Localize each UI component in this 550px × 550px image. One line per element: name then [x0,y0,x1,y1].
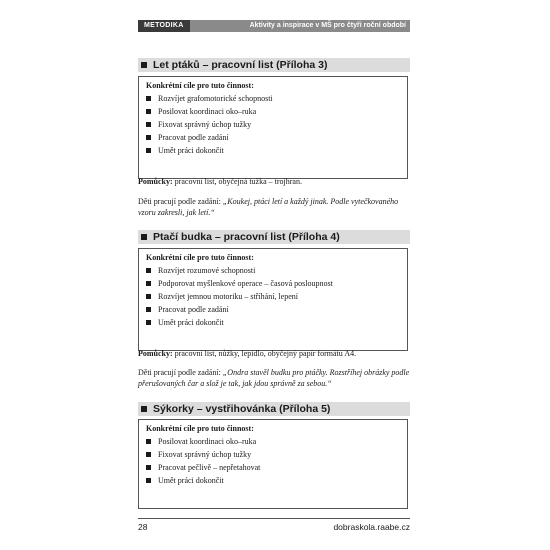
goals-box-2 [138,248,408,351]
running-header [138,20,410,32]
section-heading-3 [138,402,410,416]
square-bullet-icon [141,234,147,240]
goals-heading: Konkrétní cíle pro tuto činnost: [146,81,254,90]
square-bullet-icon [146,135,151,140]
list-item: Posilovat koordinaci oko–ruka [146,435,407,448]
list-item: Pracovat podle zadání [146,303,407,316]
document-page [138,16,410,536]
task-paragraph-1: Děti pracují podle zadání: „Koukej, ptáci letí a každý jinak. Podle vytečkovaného vzoru zakresli, jak letí.“ [138,197,399,217]
list-item: Podporovat myšlenkové operace – časová posloupnost [146,277,407,290]
goals-heading: Konkrétní cíle pro tuto činnost: [146,253,254,262]
section-title: Sýkorky – vystřihovánka (Příloha 5) [153,403,331,415]
header-tag: METODIKA [138,20,190,32]
square-bullet-icon [146,465,151,470]
footer-site: dobraskola.raabe.cz [333,522,410,532]
section-title: Ptačí budka – pracovní list (Příloha 4) [153,231,340,243]
goals-heading: Konkrétní cíle pro tuto činnost: [146,424,254,433]
square-bullet-icon [146,109,151,114]
page-footer [138,522,410,532]
task-paragraph-2: Děti pracují podle zadání: „Ondra stavěl budku pro ptáčky. Rozstříhej obrázky podle přerušovaných čar a slož je tak, jak jdou správně za sebou.“ [138,368,410,388]
list-item: Rozvíjet rozumové schopnosti [146,264,407,277]
tools-paragraph-1: Pomůcky: pracovní list, obyčejná tužka – trojhran. [138,177,302,186]
list-item: Umět práci dokončit [146,474,407,487]
list-item: Fixovat správný úchop tužky [146,448,407,461]
page-number: 28 [138,522,148,532]
section-heading-2 [138,230,410,244]
tools-paragraph-2: Pomůcky: pracovní list, nůžky, lepidlo, obyčejný papír formátu A4. [138,349,357,358]
list-item: Pracovat pečlivě – nepřetahovat [146,461,407,474]
list-item: Umět práci dokončit [146,144,407,157]
square-bullet-icon [146,439,151,444]
square-bullet-icon [146,281,151,286]
square-bullet-icon [146,96,151,101]
goals-box-3 [138,419,408,509]
list-item: Fixovat správný úchop tužky [146,118,407,131]
square-bullet-icon [141,62,147,68]
square-bullet-icon [146,307,151,312]
list-item: Rozvíjet grafomotorické schopnosti [146,92,407,105]
square-bullet-icon [146,320,151,325]
square-bullet-icon [146,452,151,457]
square-bullet-icon [146,294,151,299]
list-item: Posilovat koordinaci oko–ruka [146,105,407,118]
goals-box-1 [138,76,408,179]
square-bullet-icon [146,268,151,273]
square-bullet-icon [141,406,147,412]
list-item: Rozvíjet jemnou motoriku – stříhání, lepení [146,290,407,303]
square-bullet-icon [146,478,151,483]
footer-divider [138,518,410,519]
list-item: Pracovat podle zadání [146,131,407,144]
header-title: Aktivity a inspirace v MŠ pro čtyři roční období [249,22,406,29]
section-heading-1 [138,58,410,72]
square-bullet-icon [146,122,151,127]
square-bullet-icon [146,148,151,153]
section-title: Let ptáků – pracovní list (Příloha 3) [153,59,328,71]
list-item: Umět práci dokončit [146,316,407,329]
